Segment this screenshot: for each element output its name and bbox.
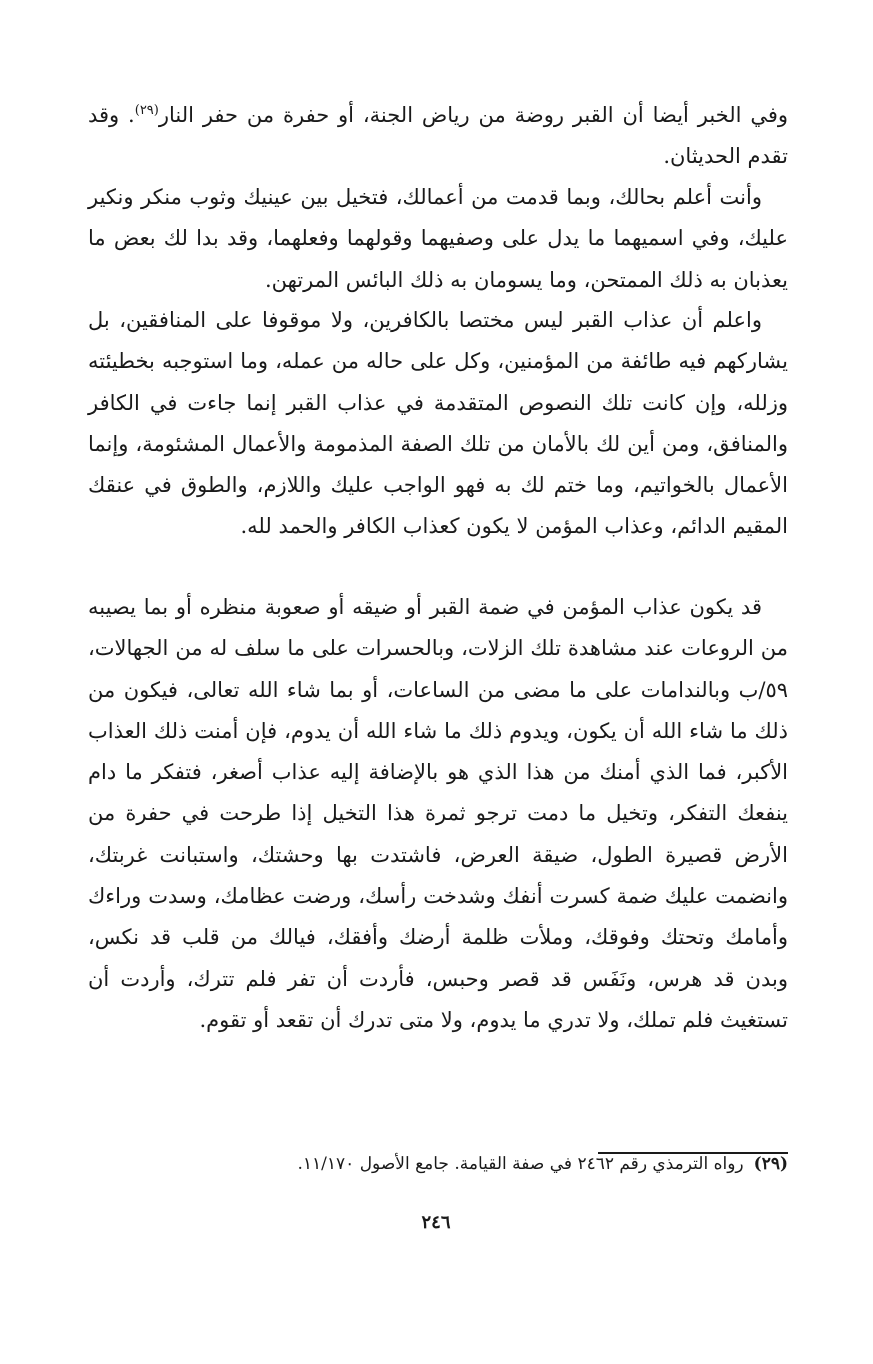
paragraph-4-text: قد يكون عذاب المؤمن في ضمة القبر أو ضيقه أو صعوبة منظره أو بما يصيبه من الروعات عند مشاهدة تلك الزلات، وبالحسرات على ما سلف له من الجهالات، ٥٩/ب وبالندامات على ما مضى من الساعات، أو بما شاء الله تعالى، فيكون من ذلك ما شاء الله أن يكون، ويدوم ذلك ما شاء الله أن يدوم، فإن أمنت ذلك العذاب الأكبر، فما الذي أمنك من هذا الذي هو بالإضافة إليه عذاب أصغر، فتفكر ما دام ينفعك التفكر، وتخيل ما دمت ترجو ثمرة هذا التخيل إذا طرحت في حفرة من الأرض قصيرة الطول، ضيقة العرض، فاشتدت بها وحشتك، واستبانت غربتك، وانضمت عليك ضمة كسرت أنفك وشدخت رأسك، ورضت عظامك، وسدت وراءك وأمامك وتحتك وفوقك، وملأت ظلمة أرضك وأفقك، فيالك من قلب قد نكس، وبدن قد هرس، ونَفَس قد قصر وحبس، فأردت أن تفر فلم تترك، وأردت أن تستغيث فلم تملك، ولا تدري ما يدوم، ولا متى تدرك أن تقعد أو تقوم.: [88, 595, 788, 1032]
footnote-number: (٢٩): [753, 1154, 788, 1174]
paragraph-4: [88, 587, 788, 1041]
paragraph-1-text: وفي الخبر أيضا أن القبر روضة من رياض الجنة، أو حفرة من حفر النار: [158, 103, 789, 127]
paragraph-3-text: واعلم أن عذاب القبر ليس مختصا بالكافرين، ولا موقوفا على المنافقين، بل يشاركهم فيه طائفة من المؤمنين، وكل على حاله من عمله، وما استوجبه بخطيئته وزلله، وإن كانت تلك النصوص المتقدمة في عذاب القبر إنما جاءت في الكافر والمنافق، ومن أين لك بالأمان من تلك الصفة المذمومة والأعمال المشئومة، وإنما الأعمال بالخواتيم، وما ختم لك به فهو الواجب عليك واللازم، والطوق في عنقك المقيم الدائم، وعذاب المؤمن لا يكون كعذاب الكافر والحمد لله.: [88, 308, 788, 539]
paragraph-3: [88, 300, 788, 548]
paragraph-2: [88, 177, 788, 301]
paragraph-1: [88, 95, 788, 178]
footnote-reference: (٢٩): [134, 103, 159, 118]
footnote: [200, 1150, 788, 1178]
footnote-text: رواه الترمذي رقم ٢٤٦٢ في صفة القيامة. جامع الأصول ١١/١٧٠.: [297, 1154, 744, 1174]
paragraph-1-tail: . وقد تقدم الحديثان.: [88, 103, 788, 169]
page-number: ٢٤٦: [421, 1212, 451, 1233]
paragraph-2-text: وأنت أعلم بحالك، وبما قدمت من أعمالك، فتخيل بين عينيك وثوب منكر ونكير عليك، وفي اسميهما ما يدل على وصفيهما وقولهما وفعلهما، وقد بدا لك بعض ما يعذبان به ذلك الممتحن، وما يسومان به ذلك البائس المرتهن.: [88, 185, 788, 292]
